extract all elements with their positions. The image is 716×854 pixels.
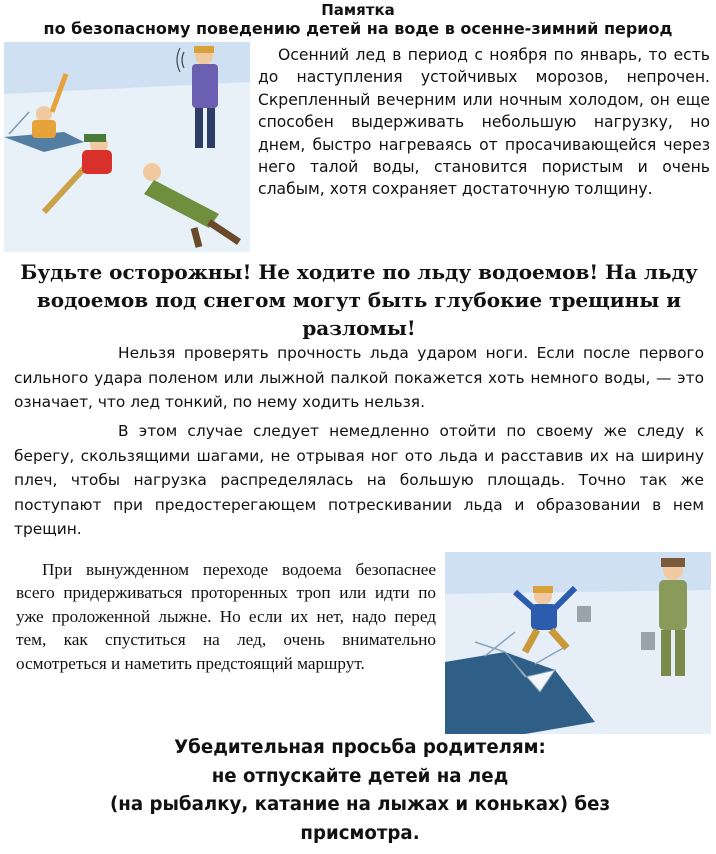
paragraph-retreat: В этом случае следует немедленно отойти по своему же следу к берегу, скользящими шагами, не отрывая ног ото льда и расставив их на ширину плеч, чтобы нагрузка распределялась на большую площадь. Точно так же поступают при предостерегающем потрескивании льда и образовании в нем трещин. <box>14 422 704 538</box>
warning-heading: Будьте осторожны! Не ходите по льду водоемов! На льду водоемов под снегом могут быть глубокие трещины и разломы! <box>20 260 698 340</box>
ice-rescue-illustration <box>4 42 250 252</box>
plea-line-3: (на рыбалку, катание на лыжах и коньках) без <box>109 794 611 815</box>
parents-plea <box>40 734 680 848</box>
document-title: Памятка <box>321 1 395 19</box>
plea-line-2: не отпускайте детей на лед <box>211 765 509 787</box>
paragraph-ice-check: Нельзя проверять прочность льда ударом ноги. Если после первого сильного удара поленом или лыжной палкой покажется хоть немного воды, — это означает, что лед тонкий, по нему ходить нельзя. <box>14 344 704 411</box>
plea-line-4: присмотра. <box>300 822 420 844</box>
cracked-ice-illustration <box>445 552 711 734</box>
document-subtitle: по безопасному поведению детей на воде в осенне-зимний период <box>43 19 673 38</box>
paragraph-crossing: При вынужденном переходе водоема безопаснее всего придерживаться проторенных троп или идти по уже проложенной лыжне. Но если их нет, надо перед тем, как спуститься на лед, очень внимательно осмотреться и наметить предстоящий маршрут. <box>16 560 436 673</box>
paragraph-autumn-ice: Осенний лед в период с ноября по январь, то есть до наступления устойчивых морозов, непрочен. Скрепленный вечерним или ночным холодом, он еще способен выдерживать небольшую нагрузку, но днем, быстро нагреваясь от просачивающейся через него талой воды, становится пористым и очень слабым, хотя сохраняет достаточную толщину. <box>258 46 710 199</box>
plea-line-1: Убедительная просьба родителям: <box>174 737 546 758</box>
